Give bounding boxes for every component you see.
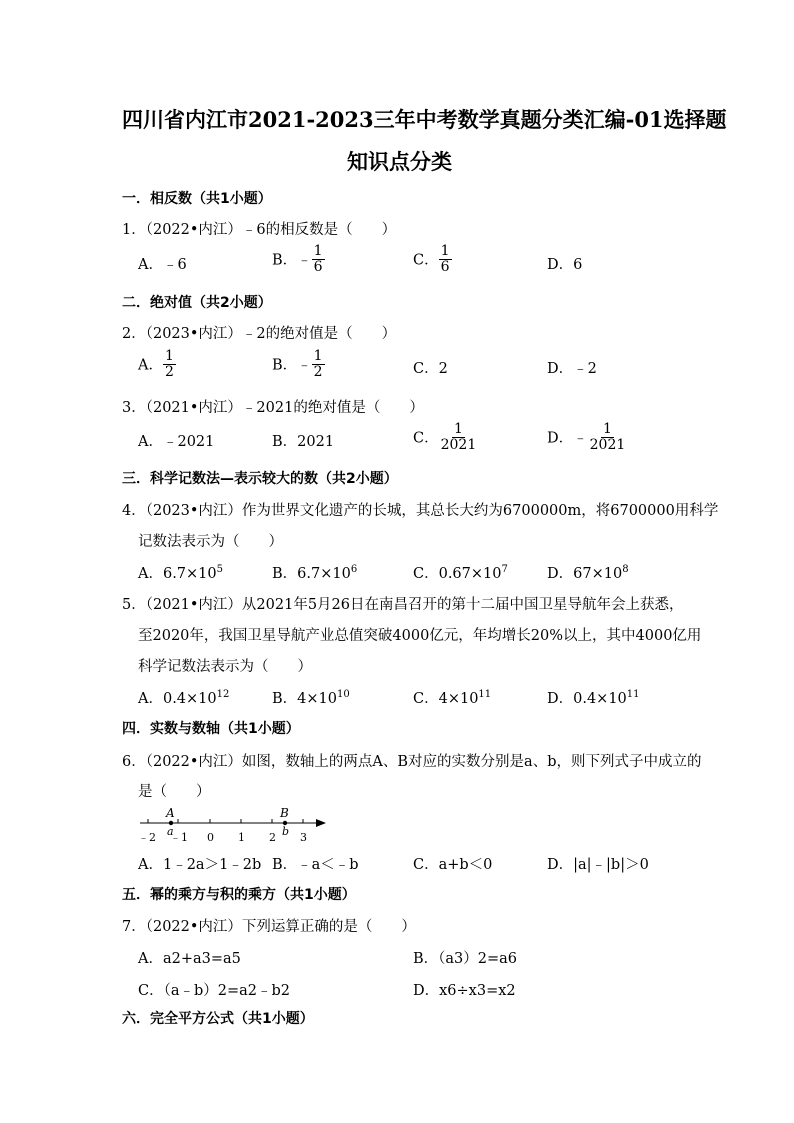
question-6-stem-line1: 6．（2022•内江）如图，数轴上的两点A、B对应的实数分别是a、b，则下列式子中成立的 (122, 754, 702, 770)
question-1-stem: 1．（2022•内江）﹣6的相反数是（ ） (122, 222, 397, 238)
q3-option-c (413, 422, 478, 452)
point-b-var: b (282, 825, 290, 838)
q5-a-base: A．0.4×10 (138, 691, 217, 707)
q3-d-den: 2021 (589, 436, 626, 453)
question-5-stem-line2: 至2020年，我国卫星导航产业总值突破4000亿元，年均增长20%以上，其中4000亿用 (138, 628, 702, 644)
section-heading-1: 一．相反数（共1小题） (122, 191, 272, 207)
q5-d-exp: 11 (626, 689, 640, 701)
question-4-stem-line1: 4．（2023•内江）作为世界文化遗产的长城，其总长大约为6700000m，将6700000用科学 (122, 503, 719, 519)
q5-option-d (547, 687, 640, 708)
q2-option-d: D．﹣2 (547, 361, 597, 377)
q5-b-base: B．4×10 (272, 691, 337, 707)
q3-c-fraction (439, 422, 479, 452)
q5-c-base: C．4×10 (413, 691, 479, 707)
q5-option-c (413, 687, 491, 708)
q1-b-den: 6 (313, 258, 323, 275)
q4-d-base: D．67×10 (547, 566, 623, 582)
q4-b-exp: 6 (350, 564, 358, 576)
point-b-label: B (280, 806, 289, 820)
q7-option-b: B．（a3）2=a6 (413, 951, 518, 967)
q3-option-a: A．﹣2021 (138, 434, 215, 450)
q1-option-d: D．6 (547, 257, 583, 273)
q1-c-fraction (439, 244, 452, 274)
q4-c-exp: 7 (501, 564, 508, 576)
q4-b-base: B．6.7×10 (272, 566, 351, 582)
q1-option-b (272, 244, 325, 274)
question-5-stem-line1: 5．（2021•内江）从2021年5月26日在南昌召开的第十二届中国卫星导航年会上获悉， (122, 597, 684, 613)
q3-d-num: 1 (603, 421, 612, 437)
q2-a-label: A． (138, 357, 163, 374)
q1-b-fraction (312, 244, 325, 274)
q7-option-d: D．x6÷x3=x2 (413, 983, 516, 999)
q5-option-b (272, 687, 350, 708)
q1-b-num: 1 (313, 243, 323, 259)
q2-option-a (138, 349, 176, 379)
question-6-stem-line2: 是（ ） (138, 784, 211, 800)
q2-b-num: 1 (313, 348, 323, 364)
number-line-arrow-icon (316, 819, 326, 827)
q5-option-a (138, 687, 229, 708)
q4-d-exp: 8 (622, 564, 629, 576)
q5-c-exp: 11 (478, 689, 492, 701)
q7-option-a: A．a2+a3=a5 (138, 951, 241, 967)
tick-label: 0 (207, 831, 214, 844)
q2-a-den: 2 (164, 363, 174, 380)
q3-option-d (547, 422, 627, 452)
tick-label: 3 (300, 831, 307, 844)
question-4-stem-line2: 记数法表示为（ ） (138, 534, 283, 550)
q2-option-c: C．2 (413, 361, 448, 377)
q5-d-base: D．0.4×10 (547, 691, 627, 707)
question-7-stem: 7．（2022•内江）下列运算正确的是（ ） (122, 919, 416, 935)
q4-option-b (272, 562, 357, 583)
section-heading-5: 五．幂的乘方与积的乘方（共1小题） (122, 887, 356, 903)
q6-option-d: D．|a|﹣|b|＞0 (547, 857, 649, 873)
q4-option-a (138, 562, 223, 583)
q1-b-label: B．﹣ (272, 252, 312, 269)
q2-a-num: 1 (164, 348, 174, 364)
tick-label: ﹣1 (170, 831, 188, 844)
q2-a-fraction (163, 349, 176, 379)
q3-option-b: B．2021 (272, 434, 335, 450)
tick-label: ﹣2 (138, 831, 156, 844)
q2-b-fraction (312, 349, 325, 379)
question-2-stem: 2．（2023•内江）﹣2的绝对值是（ ） (122, 326, 397, 342)
q6-option-c: C．a+b＜0 (413, 857, 493, 873)
point-a-label: A (166, 806, 175, 820)
section-heading-6: 六．完全平方公式（共1小题） (122, 1011, 314, 1027)
q2-b-den: 2 (313, 363, 323, 380)
q3-d-label: D．﹣ (547, 430, 588, 447)
q1-c-num: 1 (440, 243, 450, 259)
section-heading-3: 三．科学记数法—表示较大的数（共2小题） (122, 471, 398, 487)
point-a-var: a (167, 825, 174, 838)
q3-c-label: C． (413, 430, 439, 447)
page-title-line1: 四川省内江市2021-2023三年中考数学真题分类汇编-01选择题 (122, 107, 727, 132)
q3-c-den: 2021 (440, 436, 477, 453)
q6-option-b: B．﹣a＜﹣b (272, 857, 359, 873)
question-5-stem-line3: 科学记数法表示为（ ） (138, 659, 312, 675)
q4-a-base: A．6.7×10 (138, 566, 217, 582)
number-line-figure (132, 806, 332, 846)
q5-a-exp: 12 (216, 689, 230, 701)
question-3-stem: 3．（2021•内江）﹣2021的绝对值是（ ） (122, 400, 424, 416)
q4-a-exp: 5 (216, 564, 224, 576)
q4-option-d (547, 562, 629, 583)
q3-c-num: 1 (453, 421, 463, 437)
q5-b-exp: 10 (336, 689, 350, 701)
q1-c-label: C． (413, 252, 439, 269)
section-heading-4: 四．实数与数轴（共1小题） (122, 721, 300, 737)
q4-c-base: C．0.67×10 (413, 566, 502, 582)
q1-option-c (413, 244, 452, 274)
q1-c-den: 6 (440, 258, 450, 275)
q2-option-b (272, 349, 325, 379)
tick-label: 2 (269, 831, 276, 844)
q7-option-c: C．（a﹣b）2=a2﹣b2 (138, 983, 291, 999)
q1-option-a: A．﹣6 (138, 257, 187, 273)
q6-option-a: A．1﹣2a＞1﹣2b (138, 857, 262, 873)
page-title-line2: 知识点分类 (347, 149, 452, 174)
q4-option-c (413, 562, 508, 583)
tick-label: 1 (238, 831, 245, 844)
q2-b-label: B．﹣ (272, 357, 312, 374)
section-heading-2: 二．绝对值（共2小题） (122, 295, 272, 311)
q3-d-fraction (588, 422, 628, 452)
